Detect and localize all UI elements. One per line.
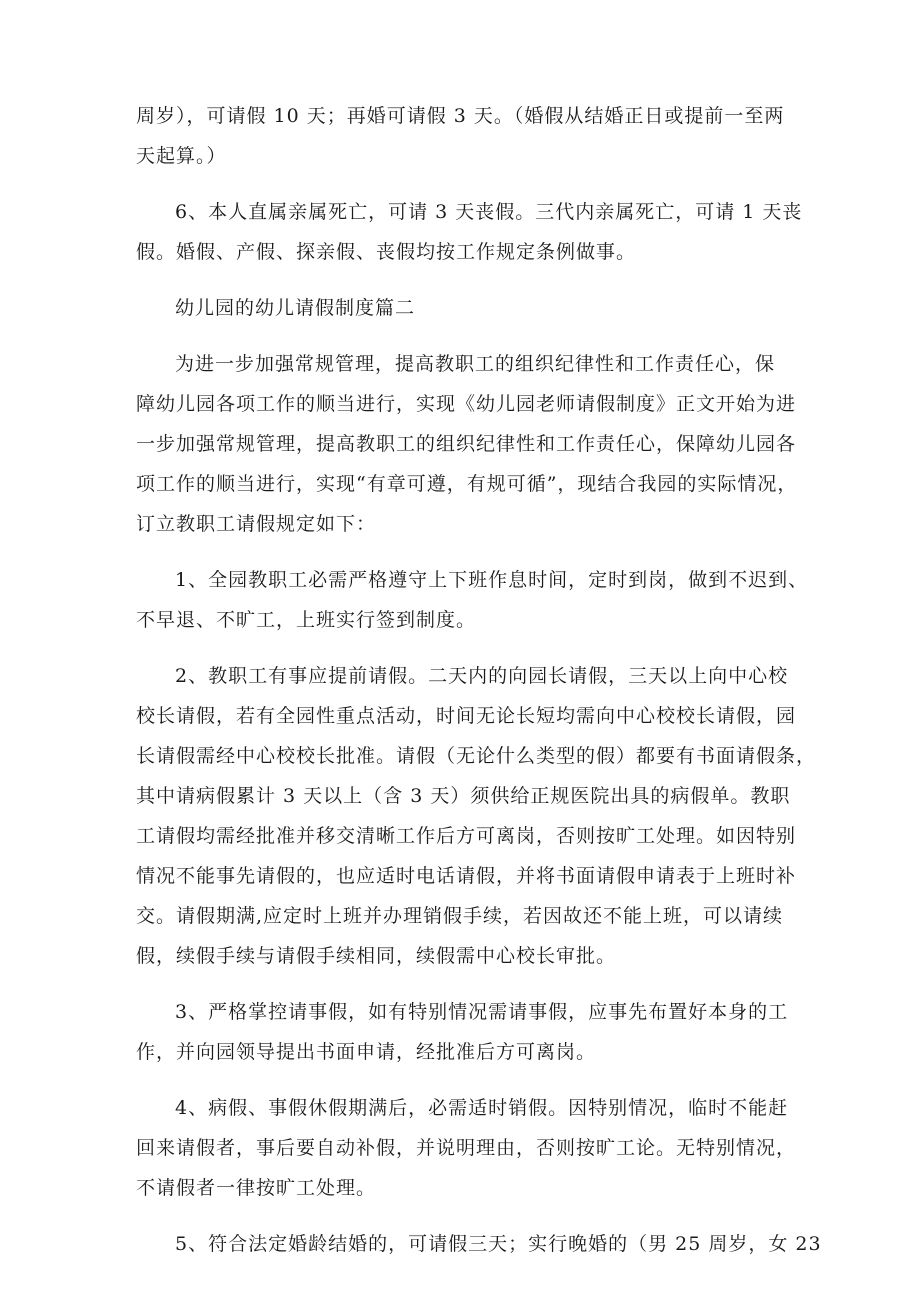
text-line: 工请假均需经批准并移交清晰工作后方可离岗，否则按旷工处理。如因特别 [136,825,797,847]
text-line: 周岁），可请假 10 天；再婚可请假 3 天。（婚假从结婚正日或提前一至两 [136,105,785,127]
text-line: 一步加强常规管理，提高教职工的组织纪律性和工作责任心，保障幼儿园各 [136,433,797,455]
document-page [136,96,822,1264]
text-line: 3、严格掌控请事假，如有特别情况需请事假，应事先布置好本身的工 [175,1001,789,1023]
paragraph-continuation [136,96,796,176]
text-line: 障幼儿园各项工作的顺当进行，实现《幼儿园老师请假制度》正文开始为进 [136,393,797,415]
text-line: 校长请假，若有全园性重点活动，时间无论长短均需向中心校校长请假，园 [136,705,797,727]
text-line: 不早退、不旷工，上班实行签到制度。 [136,609,477,631]
text-line: 1、全园教职工必需严格遵守上下班作息时间，定时到岗，做到不迟到、 [175,569,809,591]
text-line: 幼儿园的幼儿请假制度篇二 [175,297,416,319]
text-line: 4、病假、事假休假期满后，必需适时销假。因特别情况，临时不能赶 [175,1097,789,1119]
text-line: 假，续假手续与请假手续相同，续假需中心校长审批。 [136,945,617,967]
paragraph-item-5 [136,1224,822,1264]
text-line: 交。请假期满,应定时上班并办理销假手续，若因故还不能上班，可以请续 [136,905,784,927]
paragraph-item-1 [136,560,809,640]
text-line: 6、本人直属亲属死亡，可请 3 天丧假。三代内亲属死亡，可请 1 天丧 [175,201,803,223]
text-line: 回来请假者，事后要自动补假，并说明理由，否则按旷工论。无特别情况， [136,1137,797,1159]
text-line: 项工作的顺当进行，实现“有章可遵，有规可循”，现结合我园的实际情况， [136,473,798,495]
text-line: 5、符合法定婚龄结婚的，可请假三天；实行晚婚的（男 25 周岁，女 23 [175,1233,822,1255]
paragraph-item-4 [136,1088,796,1208]
section-heading [136,288,796,328]
text-line: 订立教职工请假规定如下： [136,513,377,535]
text-line: 情况不能事先请假的，也应适时电话请假，并将书面请假申请表于上班时补 [136,865,797,887]
text-line: 天起算。） [136,145,227,167]
text-line: 2、教职工有事应提前请假。二天内的向园长请假，三天以上向中心校 [175,665,789,687]
text-line: 假。婚假、产假、探亲假、丧假均按工作规定条例做事。 [136,241,637,263]
paragraph-item-6 [136,192,803,272]
text-line: 其中请病假累计 3 天以上（含 3 天）须供给正规医院出具的病假单。教职 [136,785,791,807]
text-line: 长请假需经中心校校长批准。请假（无论什么类型的假）都要有书面请假条， [136,745,817,767]
paragraph-item-3 [136,992,796,1072]
text-line: 不请假者一律按旷工处理。 [136,1177,377,1199]
text-line: 作，并向园领导提出书面申请，经批准后方可离岗。 [136,1041,597,1063]
paragraph-item-2 [136,656,817,976]
paragraph-intro [136,344,796,544]
text-line: 为进一步加强常规管理，提高教职工的组织纪律性和工作责任心，保 [175,353,776,375]
